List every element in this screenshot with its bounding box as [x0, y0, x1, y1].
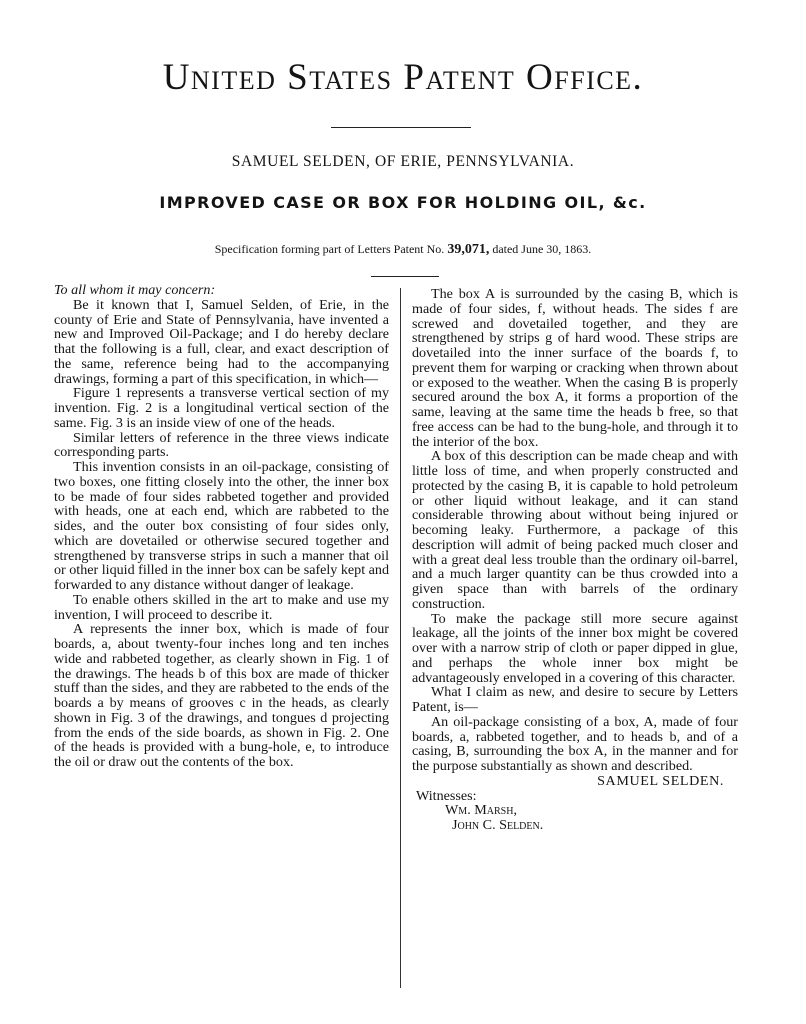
title-rule — [331, 127, 471, 128]
claim-paragraph: An oil-package consisting of a box, A, made of four boards, a, rabbeted together, and to heads b, and of a casing, B, surrounding the box A, in the manner and for the purpose substantially as shown and described. — [412, 713, 738, 774]
inventor-signature: SAMUEL SELDEN. — [597, 772, 724, 789]
left-column — [54, 283, 389, 770]
patent-number: 39,071, — [447, 242, 490, 257]
invention-summary-paragraph: This invention consists in an oil-package, consisting of two boxes, one fitting closely into the other, the inner box to be made of four sides rabbeted together and provided with heads, one at each end, which are rabbeted to the sides, and the outer box consisting of four sides only, which are dovetailed or otherwise secured together and strengthened by transverse strips in such a manner that oil or other liquid filled in the inner box can be safely kept and forwarded to any distance without danger of leakage. — [54, 459, 390, 593]
right-column — [412, 287, 738, 833]
witnesses-label: Witnesses: — [416, 787, 477, 804]
witness-name: John C. Selden. — [452, 817, 544, 833]
inventor-line: SAMUEL SELDEN, OF ERIE, PENNSYLVANIA. — [231, 153, 575, 170]
leakage-paragraph: To make the package still more secure against leakage, all the joints of the inner box might be covered over with a narrow strip of cloth or paper dipped in glue, and perhaps the whole inner box might be advantageously enveloped in a covering of this character. — [412, 610, 738, 686]
advantages-paragraph: A box of this description can be made cheap and with little loss of time, and when properly constructed and protected by the casing B, it is capable to hold petroleum or other liquid without leakage, and it can stand considerable throwing about without being injured or becoming leaky. Furthermore, a package of this description will admit of being packed much closer and with a great deal less trouble than the ordinary oil-barrel, and a much larger quantity can be thus crowded into a given space than with barrels of the ordinary construction. — [412, 448, 738, 612]
enable-paragraph: To enable others skilled in the art to make and use my invention, I will proceed to describe it. — [54, 591, 389, 623]
spec-date: dated June 30, 1863. — [492, 242, 592, 256]
specification-line — [0, 242, 806, 258]
salutation: To all whom it may concern: — [54, 282, 216, 298]
office-title: United States Patent Office. — [162, 57, 644, 98]
intro-paragraph: Be it known that I, Samuel Selden, of Erie, in the county of Erie and State of Pennsylvania, have invented a new and Improved Oil-Package; and I do hereby declare that the following is a full, clear, and exact description of the same, reference being had to the accompanying drawings, forming a part of this specification, in which— — [54, 296, 389, 387]
inner-box-paragraph: A represents the inner box, which is made of four boards, a, about twenty-four inches long and ten inches wide and rabbeted together, as clearly shown in Fig. 1 of the drawings. The heads b of this box are made of thicker stuff than the sides, and they are rabbeted to the ends of the boards a by means of grooves c in the heads, as clearly shown in Fig. 3 of the drawings, and tongues d projecting from the ends of the side boards, as shown in Fig. 2. One of the heads is provided with a bung-hole, e, to introduce the oil or draw out the contents of the box. — [54, 621, 389, 770]
column-divider — [400, 288, 401, 988]
invention-title: IMPROVED CASE OR BOX FOR HOLDING OIL, &c. — [159, 193, 647, 212]
figures-paragraph: Figure 1 represents a transverse vertical section of my invention. Fig. 2 is a longitudinal vertical section of the same. Fig. 3 is an inside view of one of the heads. — [54, 385, 389, 431]
spec-rule — [371, 276, 439, 277]
casing-paragraph: The box A is surrounded by the casing B, which is made of four sides, f, without heads. The sides f are screwed and dovetailed together, and they are strengthened by strips g of hard wood. These strips are dovetailed into the inner surface of the boards f, to prevent them for warping or cracking when thrown about or exposed to the weather. When the casing B is properly secured around the box A, it forms a proportion of the same, leaving at the same time the heads b free, so that free access can be had to the bung-hole, and through it to the interior of the box. — [412, 286, 738, 450]
claim-intro-paragraph: What I claim as new, and desire to secure by Letters Patent, is— — [412, 684, 738, 715]
reference-paragraph: Similar letters of reference in the three views indicate corresponding parts. — [54, 429, 389, 461]
spec-prefix: Specification forming part of Letters Patent No. — [214, 242, 445, 256]
witness-name: Wm. Marsh, — [445, 802, 517, 819]
